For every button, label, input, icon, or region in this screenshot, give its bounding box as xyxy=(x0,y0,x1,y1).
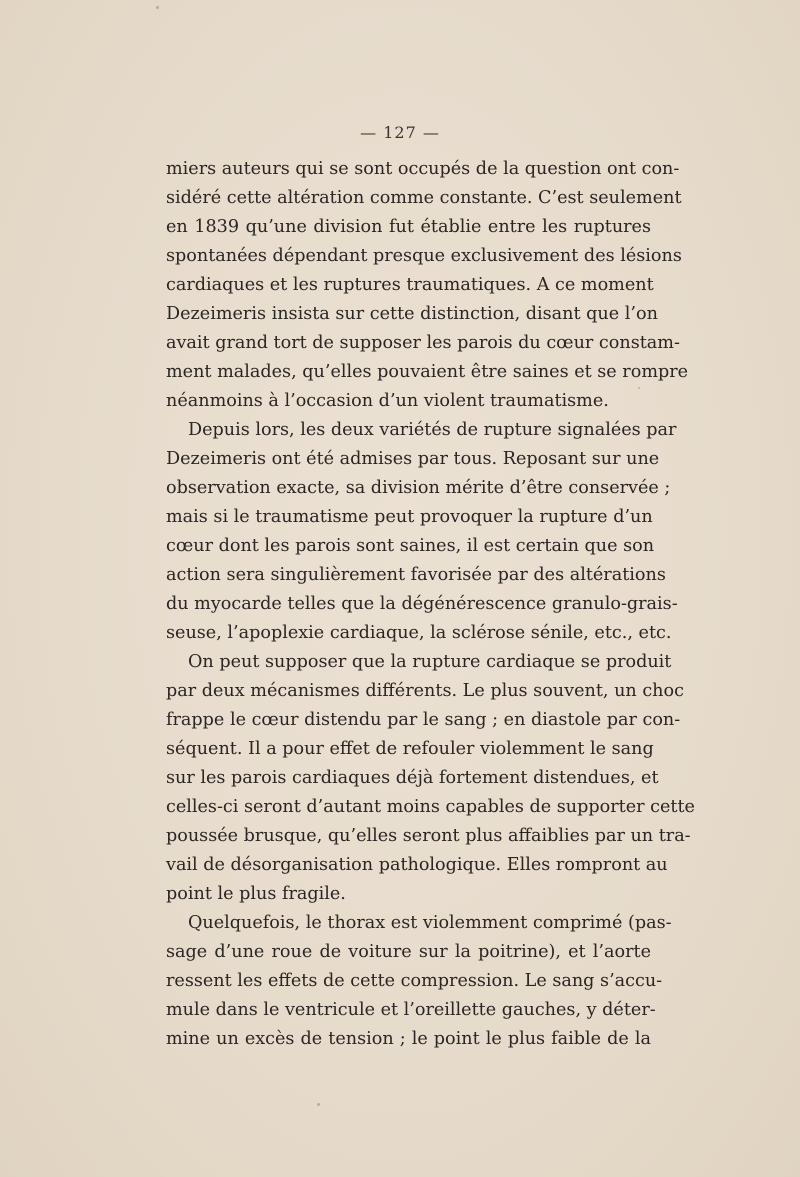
body-text xyxy=(166,155,695,1054)
text-line: Dezeimeris ont été admises par tous. Reposant sur une xyxy=(166,449,660,469)
text-line: spontanées dépendant presque exclusivement des lésions xyxy=(166,246,682,266)
paragraph-end-line: seuse, l’apoplexie cardiaque, la sclérose sénile, etc., etc. xyxy=(166,623,672,643)
paragraph-start-line: Depuis lors, les deux variétés de rupture signalées par xyxy=(188,420,677,440)
paper-speck xyxy=(156,6,159,9)
text-line: frappe le cœur distendu par le sang ; en diastole par con- xyxy=(166,710,681,730)
text-line: séquent. Il a pour effet de refouler violemment le sang xyxy=(166,739,654,759)
text-line: du myocarde telles que la dégénérescence granulo-grais- xyxy=(166,594,678,614)
page-number: — 127 — xyxy=(360,123,440,142)
text-line: sidéré cette altération comme constante. C’est seulement xyxy=(166,188,682,208)
text-line: cardiaques et les ruptures traumatiques. A ce moment xyxy=(166,275,654,295)
paragraph-start-line: Quelquefois, le thorax est violemment comprimé (pas- xyxy=(188,913,672,933)
paper-speck xyxy=(638,387,640,389)
text-line: sage d’une roue de voiture sur la poitrine), et l’aorte xyxy=(166,942,651,962)
text-line: cœur dont les parois sont saines, il est certain que son xyxy=(166,536,655,556)
text-line: poussée brusque, qu’elles seront plus affaiblies par un tra- xyxy=(166,826,691,846)
paragraph-end-line: néanmoins à l’occasion d’un violent traumatisme. xyxy=(166,391,609,411)
text-line: mais si le traumatisme peut provoquer la rupture d’un xyxy=(166,507,653,527)
text-line: mine un excès de tension ; le point le plus faible de la xyxy=(166,1029,651,1049)
text-line: celles-ci seront d’autant moins capables de supporter cette xyxy=(166,797,695,817)
text-line: ment malades, qu’elles pouvaient être saines et se rompre xyxy=(166,362,689,382)
text-line: en 1839 qu’une division fut établie entre les ruptures xyxy=(166,217,651,237)
text-line: vail de désorganisation pathologique. Elles rompront au xyxy=(166,855,668,875)
text-line: miers auteurs qui se sont occupés de la question ont con- xyxy=(166,159,680,179)
paper-speck xyxy=(317,1103,320,1106)
text-line: mule dans le ventricule et l’oreillette gauches, y déter- xyxy=(166,1000,656,1020)
text-line: avait grand tort de supposer les parois du cœur constam- xyxy=(166,333,680,353)
text-line: sur les parois cardiaques déjà fortement distendues, et xyxy=(166,768,659,788)
text-line: observation exacte, sa division mérite d’être conservée ; xyxy=(166,478,671,498)
text-line: ressent les effets de cette compression. Le sang s’accu- xyxy=(166,971,663,991)
text-line: action sera singulièrement favorisée par des altérations xyxy=(166,565,666,585)
paragraph-end-line: point le plus fragile. xyxy=(166,884,346,904)
paragraph-start-line: On peut supposer que la rupture cardiaque se produit xyxy=(188,652,672,672)
text-line: Dezeimeris insista sur cette distinction, disant que l’on xyxy=(166,304,658,324)
text-line: par deux mécanismes différents. Le plus souvent, un choc xyxy=(166,681,684,701)
